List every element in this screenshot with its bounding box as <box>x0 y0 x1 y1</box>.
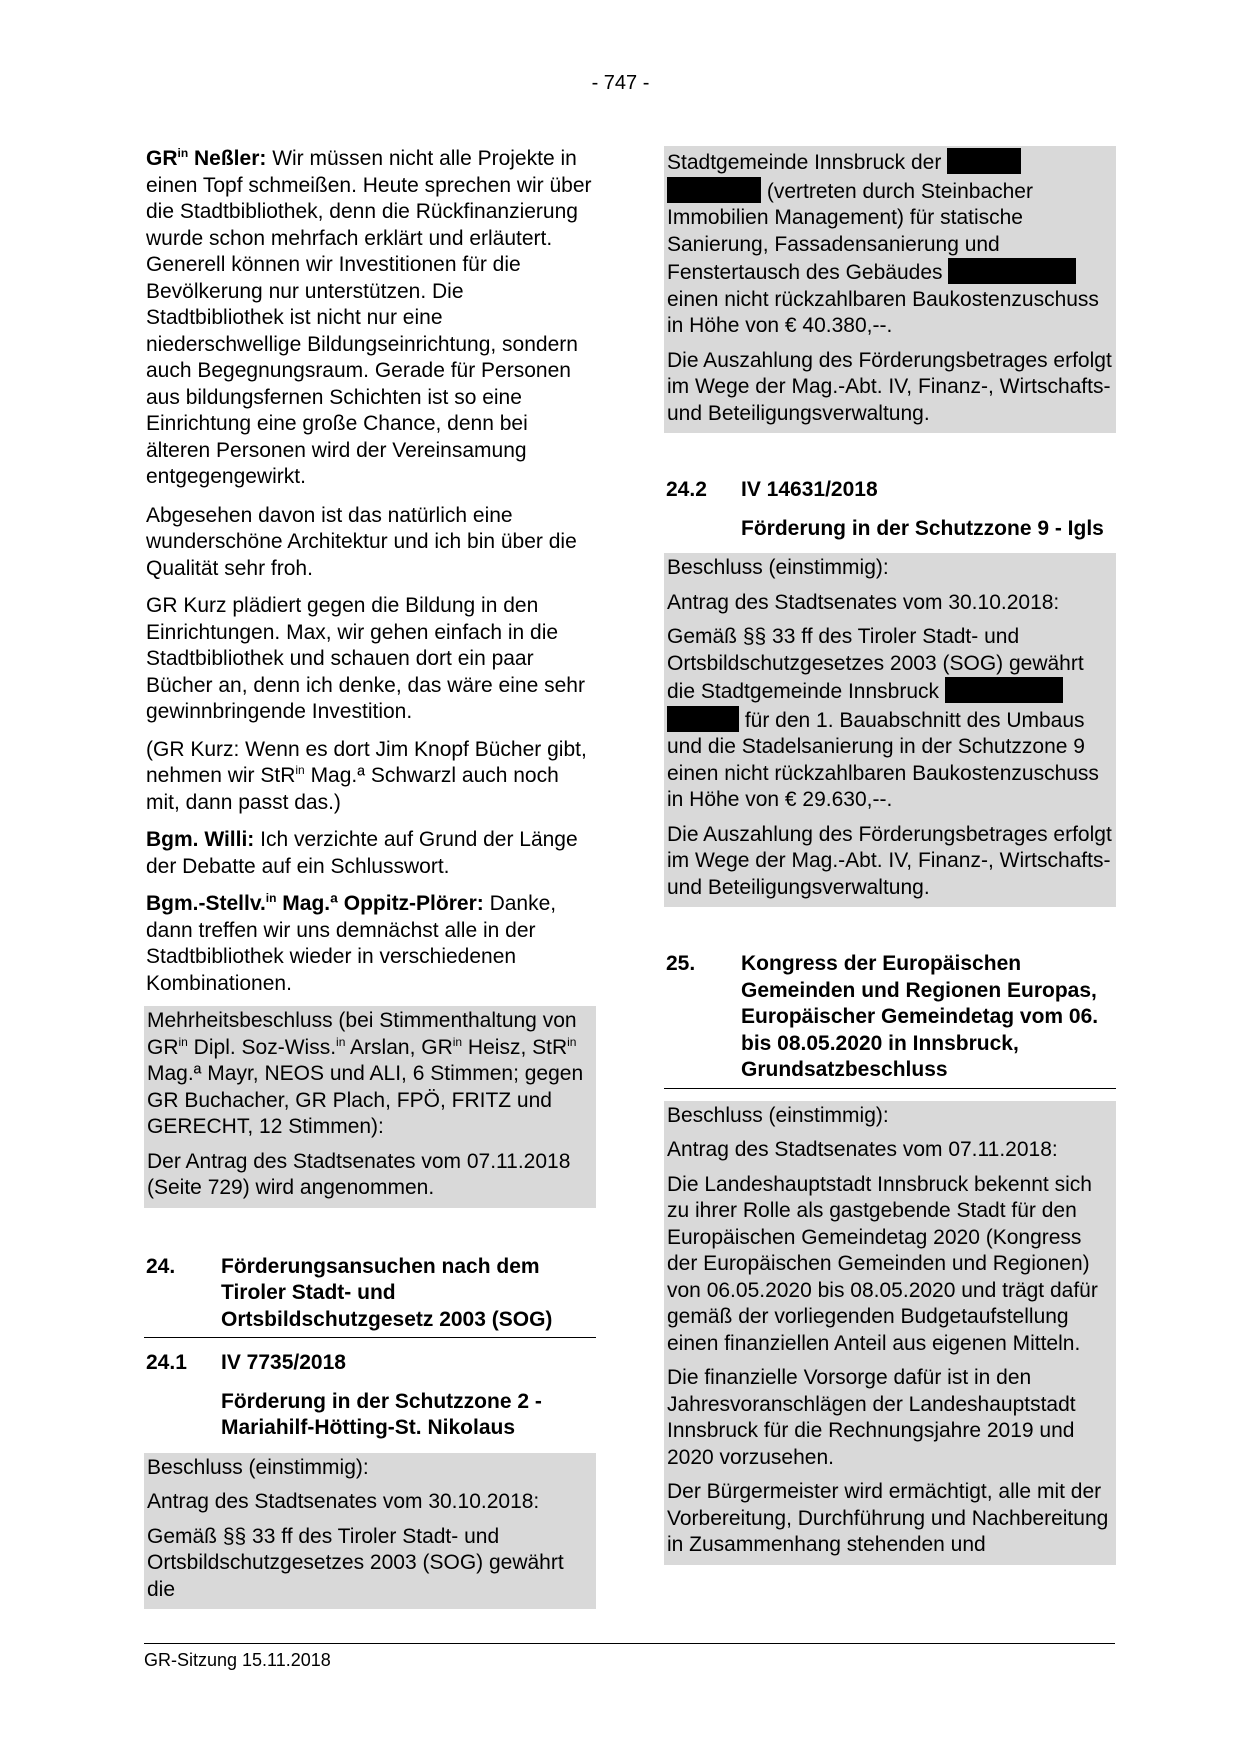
paragraph: GR Kurz plädiert gegen die Bildung in den Einrichtungen. Max, wir gehen einfach in die Stadtbibliothek und schauen dort ein paar Bücher an, denn ich denke, das wäre eine sehr gewinnbringende Investition. <box>146 594 585 723</box>
footer-text: GR-Sitzung 15.11.2018 <box>144 1650 331 1670</box>
left-column <box>144 146 596 1609</box>
subsection-title: Förderung in der Schutzzone 9 - Igls <box>741 516 1104 540</box>
paragraph: Abgesehen davon ist das natürlich eine wunderschöne Architektur und ich bin über die Qualität sehr froh. <box>146 503 577 580</box>
statement-willi: Bgm. Willi: Ich verzichte auf Grund der Länge der Debatte auf ein Schlusswort. <box>146 828 578 878</box>
section-heading-25 <box>664 951 1116 1089</box>
resolution-block <box>664 1101 1116 1565</box>
resolution-label: Beschluss (einstimmig): <box>147 1455 369 1479</box>
payment-text: Die Auszahlung des Förderungsbetrages erfolgt im Wege der Mag.-Abt. IV, Finanz-, Wirtschafts- und Beteiligungsverwaltung. <box>667 822 1112 899</box>
interjection: (GR Kurz: Wenn es dort Jim Knopf Bücher gibt, nehmen wir StR$^{in}$ Mag.ª Schwarzl auch noch mit, dann passt das.) <box>146 737 587 814</box>
vote-text: Mehrheitsbeschluss (bei Stimmenthaltung von $GR^{in}$ Dipl. Soz-Wiss.$^{in}$ Arslan, $GR^{in}$ Heisz, StR$^{in}$ Mag.ª Mayr, NEOS und ALI, 6 Stimmen; gegen GR Buchacher, GR Plach, FPÖ, FRITZ und GERECHT, 12 Stimmen): <box>147 1009 584 1138</box>
section-title: IV 7735/2018 <box>221 1351 346 1374</box>
redaction-bar <box>945 677 1063 703</box>
redaction-bar <box>947 148 1021 174</box>
speaker-name: Bgm.-Stellv.$^{in}$ Mag.ª Oppitz-Plörer: <box>146 891 484 915</box>
motion-text: Die Landeshauptstadt Innsbruck bekennt sich zu ihrer Rolle als gastgebende Stadt für den Europäischen Gemeindetag 2020 (Kongress der Europäischen Gemeinden und Regionen) von 06.05.2020 bis 08.05.2020 und trägt dafür gemäß der vorliegenden Budgetaufstellung einen finanziellen Anteil aus eigenen Mitteln. <box>667 1172 1098 1355</box>
section-heading-24-2 <box>664 477 1116 508</box>
motion-text: Die finanzielle Vorsorge dafür ist in den Jahresvoranschlägen der Landeshauptstadt Innsbruck für die Rechnungsjahre 2019 und 2020 vorzusehen. <box>667 1366 1076 1469</box>
section-number: 24.1 <box>146 1351 187 1374</box>
subsection-title: Förderung in der Schutzzone 2 - Mariahilf-Hötting-St. Nikolaus <box>221 1389 542 1439</box>
section-title: Kongress der Europäischen Gemeinden und Regionen Europas, Europäischer Gemeindetag vom 06. bis 08.05.2020 in Innsbruck, Grundsatzbeschluss <box>741 952 1099 1081</box>
section-title: IV 14631/2018 <box>741 478 878 501</box>
section-heading-24-1 <box>144 1350 596 1381</box>
redaction-bar <box>667 706 739 732</box>
resolution-label: Beschluss (einstimmig): <box>667 556 889 579</box>
motion-text: Stadtgemeinde Innsbruck der (vertreten durch Steinbacher Immobilien Management) für statische Sanierung, Fassadensanierung und Fenstertausch des Gebäudes einen nicht rückzahlbaren Baukostenzuschuss in Höhe von € 40.380,--. <box>664 146 1116 346</box>
motion-label: Antrag des Stadtsenates vom 30.10.2018: <box>667 590 1060 614</box>
motion-text: Der Bürgermeister wird ermächtigt, alle mit der Vorbereitung, Durchführung und Nachbereitung in Zusammenhang stehenden und <box>667 1480 1109 1556</box>
resolution-block <box>664 553 1116 907</box>
motion-label: Antrag des Stadtsenates vom 30.10.2018: <box>147 1490 540 1513</box>
section-number: 25. <box>666 952 696 975</box>
footer-divider <box>144 1643 1115 1644</box>
motion-text: Gemäß §§ 33 ff des Tiroler Stadt- und Ortsbildschutzgesetzes 2003 (SOG) gewährt die Stadtgemeinde Innsbruck für den 1. Bauabschnitt des Umbaus und die Stadelsanierung in der Schutzzone 9 einen nicht rückzahlbaren Baukostenzuschuss in Höhe von € 29.630,--. <box>667 625 1099 811</box>
section-heading-24 <box>144 1254 596 1339</box>
payment-text: Die Auszahlung des Förderungsbetrages erfolgt im Wege der Mag.-Abt. IV, Finanz-, Wirtschafts- und Beteiligungsverwaltung. <box>667 348 1112 425</box>
page-number: - 747 - <box>591 72 650 94</box>
section-number: 24.2 <box>666 478 707 501</box>
motion-text: Gemäß §§ 33 ff des Tiroler Stadt- und Ortsbildschutzgesetzes 2003 (SOG) gewährt die <box>147 1524 564 1601</box>
section-title: Förderungsansuchen nach dem Tiroler Stadt- und Ortsbildschutzgesetz 2003 (SOG) <box>221 1254 553 1331</box>
resolution-block <box>144 1453 596 1610</box>
resolution-block <box>144 1006 596 1208</box>
statement-nessler: $GR^{in}$ Neßler: Wir müssen nicht alle Projekte in einen Topf schmeißen. Heute sprechen wir über die Stadtbibliothek, denn die Rückfinanzierung wurde schon mehrfach erklärt und erläutert. Generell können wir Investitionen für die Bevölkerung nur unterstützen. Die Stadtbibliothek ist nicht nur eine niederschwellige Bildungseinrichtung, sondern auch Begegnungsraum. Gerade für Personen aus bildungsfernen Schichten ist so eine Einrichtung eine große Chance, denn bei älteren Personen wird der Vereinsamung entgegengewirkt. <box>146 146 592 488</box>
right-column <box>664 146 1116 1565</box>
redaction-bar <box>667 177 761 203</box>
speaker-name: Bgm. Willi: <box>146 828 255 851</box>
motion-label: Antrag des Stadtsenates vom 07.11.2018: <box>667 1138 1058 1161</box>
speaker-name: $GR^{in}$ Neßler: <box>146 146 267 170</box>
section-number: 24. <box>146 1254 176 1278</box>
redaction-bar <box>948 258 1076 284</box>
statement-oppitz-ploerer: Bgm.-Stellv.$^{in}$ Mag.ª Oppitz-Plörer: Danke, dann treffen wir uns demnächst alle in der Stadtbibliothek wieder in verschiedenen Kombinationen. <box>146 891 557 995</box>
vote-result: Der Antrag des Stadtsenates vom 07.11.2018 (Seite 729) wird angenommen. <box>147 1149 571 1199</box>
resolution-block-continued <box>664 146 1116 433</box>
resolution-label: Beschluss (einstimmig): <box>667 1103 889 1127</box>
